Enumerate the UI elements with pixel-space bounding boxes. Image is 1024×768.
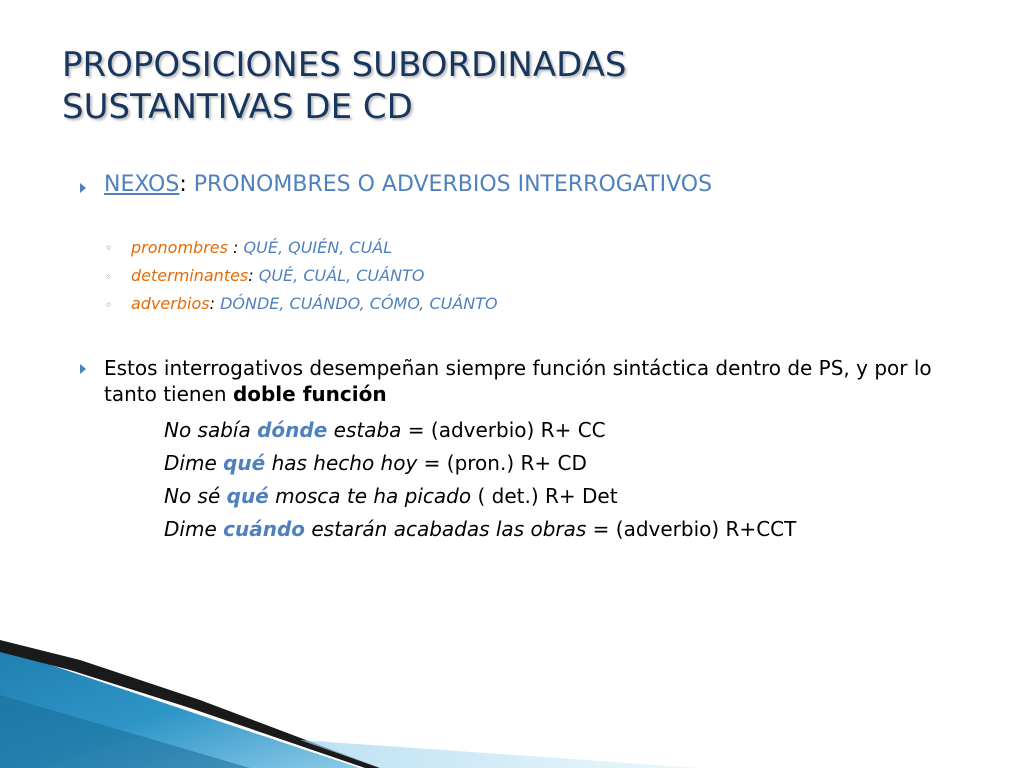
dark-blue-wedge-shape — [0, 695, 250, 768]
slide-title-line-2: SUSTANTIVAS DE CD — [62, 87, 413, 127]
arrow-bullet-icon — [80, 183, 86, 193]
light-stripe-shape — [300, 740, 700, 768]
example-sentence: No sabía dónde estaba = (adverbio) R+ CC — [164, 418, 606, 442]
circle-bullet-icon: ◦ — [105, 270, 113, 284]
circle-bullet-icon: ◦ — [105, 298, 113, 312]
example-sentence: Dime qué has hecho hoy = (pron.) R+ CD — [164, 451, 587, 475]
nexos-heading — [104, 172, 712, 197]
nexos-colon: : — [179, 172, 187, 197]
blue-wedge-shape — [0, 648, 360, 768]
doble-funcion-emphasis: doble función — [232, 382, 387, 406]
example-sentence: No sé qué mosca te ha picado ( det.) R+ Det — [164, 484, 618, 508]
slide-title-line-1: PROPOSICIONES SUBORDINADAS — [62, 45, 627, 85]
arrow-bullet-icon — [80, 364, 86, 374]
explanation-paragraph: Estos interrogativos desempeñan siempre función sintáctica dentro de PS, y por lo tanto tienen doble función — [104, 356, 932, 406]
slide-title — [62, 44, 962, 128]
example-sentence: Dime cuándo estarán acabadas las obras = (adverbio) R+CCT — [164, 517, 797, 541]
sub-item-adverbios: adverbios: DÓNDE, CUÁNDO, CÓMO, CUÁNTO — [131, 294, 498, 313]
sub-item-determinantes: determinantes: QUÉ, CUÁL, CUÁNTO — [131, 266, 425, 285]
nexos-keyword: NEXOS — [104, 172, 180, 197]
nexos-text: PRONOMBRES O ADVERBIOS INTERROGATIVOS — [186, 172, 713, 197]
black-stripe-shape — [0, 640, 380, 768]
sub-item-pronombres: pronombres : QUÉ, QUIÉN, CUÁL — [131, 238, 393, 257]
circle-bullet-icon: ◦ — [105, 241, 113, 255]
